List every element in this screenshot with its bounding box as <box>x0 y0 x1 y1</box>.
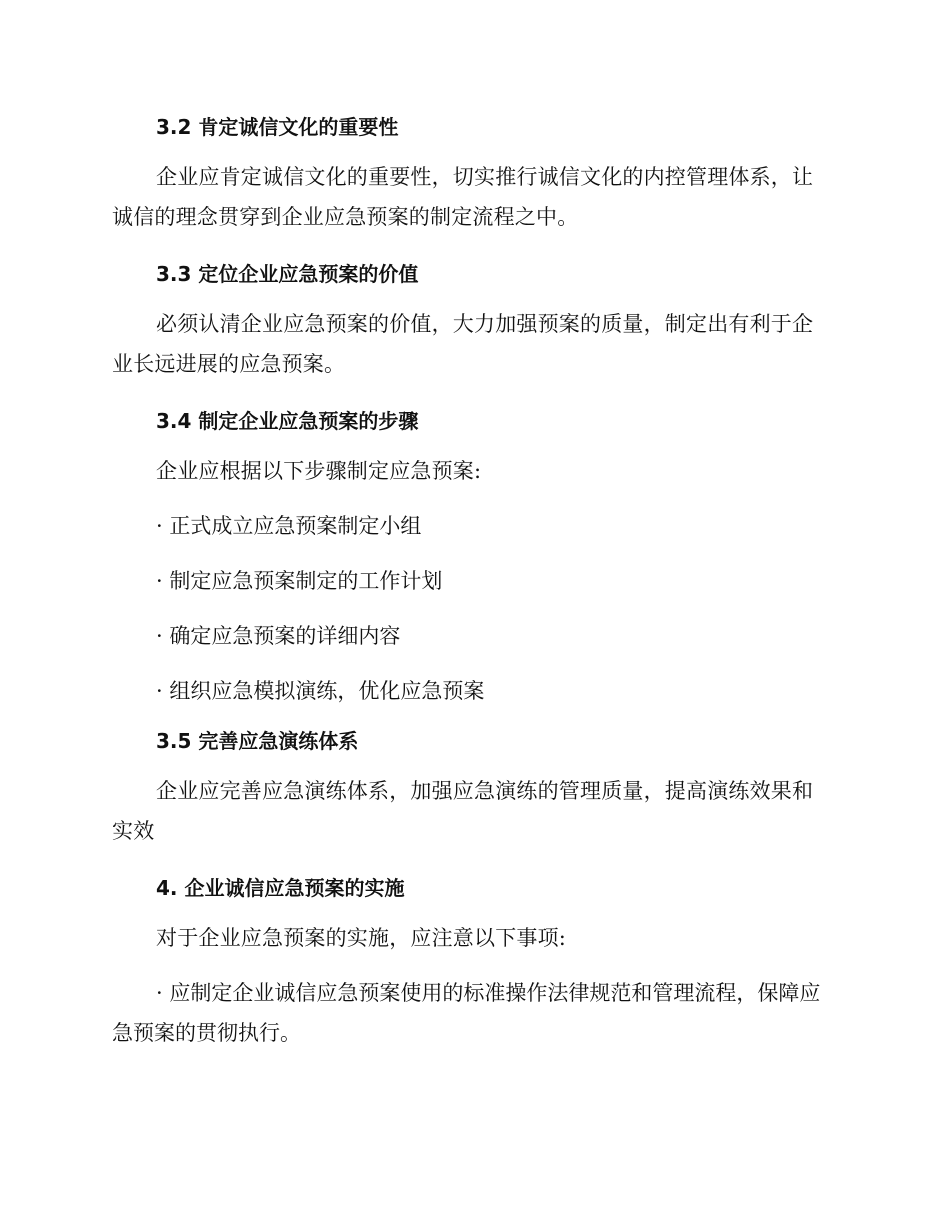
list-item: · 应制定企业诚信应急预案使用的标准操作法律规范和管理流程，保障应急预案的贯彻执行。 <box>112 981 821 1045</box>
section-4-heading: 4. 企业诚信应急预案的实施 <box>156 876 405 900</box>
section-3-5-heading: 3.5 完善应急演练体系 <box>156 729 359 753</box>
list-item: · 组织应急模拟演练，优化应急预案 <box>156 679 485 703</box>
list-item: · 制定应急预案制定的工作计划 <box>156 569 443 593</box>
document-body <box>112 112 832 1053</box>
section-3-5-paragraph: 企业应完善应急演练体系，加强应急演练的管理质量，提高演练效果和实效 <box>112 779 814 843</box>
section-3-2-heading: 3.2 肯定诚信文化的重要性 <box>156 115 399 139</box>
list-item: · 正式成立应急预案制定小组 <box>156 514 422 538</box>
list-item: · 确定应急预案的详细内容 <box>156 624 401 648</box>
section-3-2-paragraph: 企业应肯定诚信文化的重要性，切实推行诚信文化的内控管理体系，让诚信的理念贯穿到企业应急预案的制定流程之中。 <box>112 165 814 229</box>
section-3-3-heading: 3.3 定位企业应急预案的价值 <box>156 262 419 286</box>
section-3-3-paragraph: 必须认清企业应急预案的价值，大力加强预案的质量，制定出有利于企业长远进展的应急预案。 <box>112 312 814 376</box>
section-4-intro: 对于企业应急预案的实施，应注意以下事项: <box>156 926 567 950</box>
section-3-4-intro: 企业应根据以下步骤制定应急预案: <box>156 459 482 483</box>
section-3-4-heading: 3.4 制定企业应急预案的步骤 <box>156 409 419 433</box>
